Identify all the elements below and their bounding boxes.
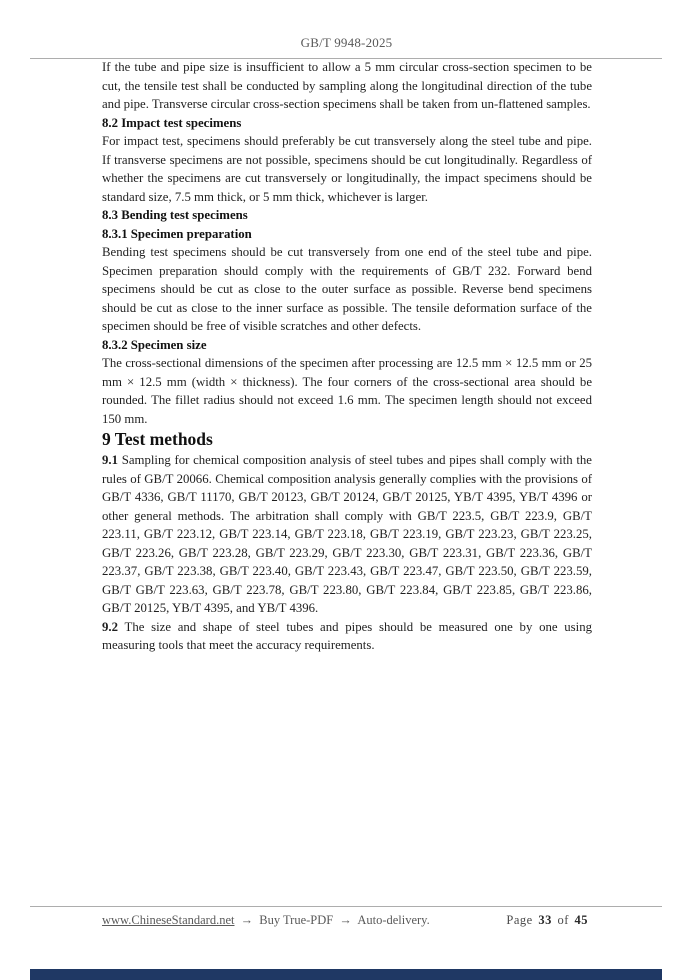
- clause-number-9-2: 9.2: [102, 619, 118, 634]
- doc-number: GB/T 9948-2025: [300, 35, 393, 50]
- bottom-accent-bar: [30, 969, 662, 980]
- paragraph-8-3-1: Bending test specimens should be cut transversely from one end of the steel tube and pipe. Specimen preparation should comply with the requirements of GB/T 232. Forward bend specimens should be cut as close to the outer surface as possible. Reverse bend specimens should be cut as close to the inner surface as possible. The tensile deformation surface of the specimen should be free of visible scratches and other defects.: [102, 245, 592, 333]
- page-footer: [102, 913, 590, 928]
- heading-8-3: 8.3 Bending test specimens: [102, 208, 248, 222]
- document-body: [102, 58, 592, 655]
- paragraph-intro: If the tube and pipe size is insufficient to allow a 5 mm circular cross-section specimen to be cut, the tensile test shall be conducted by sampling along the longitudinal direction of the tube and pipe. Transverse circular cross-section specimens shall be taken from un-flattened samples.: [102, 60, 592, 111]
- footer-delivery-text: Auto-delivery.: [357, 913, 430, 927]
- page-indicator: [506, 913, 590, 928]
- clause-number-9-1: 9.1: [102, 453, 118, 467]
- heading-8-3-1: 8.3.1 Specimen preparation: [102, 226, 252, 241]
- paragraph-8-3-2: The cross-sectional dimensions of the specimen after processing are 12.5 mm × 12.5 mm or 25 mm × 12.5 mm (width × thickness). The four corners of the cross-sectional area should be rounded. The fillet radius should not exceed 1.6 mm. The specimen length should not exceed 150 mm.: [102, 356, 592, 426]
- website-link[interactable]: www.ChineseStandard.net: [102, 913, 235, 927]
- paragraph-9-2-text: The size and shape of steel tubes and pipes should be measured one by one using measuring tools that meet the accuracy requirements.: [102, 619, 593, 652]
- heading-9: 9 Test methods: [102, 429, 213, 449]
- paragraph-9-2: [102, 618, 592, 655]
- footer-divider: [30, 906, 662, 907]
- footer-link-line: [102, 913, 430, 928]
- paragraph-9-1: [102, 451, 592, 618]
- of-label: of: [557, 913, 569, 927]
- page-label: Page: [506, 913, 533, 927]
- page-total: 45: [574, 913, 588, 927]
- heading-8-3-2: 8.3.2 Specimen size: [102, 337, 207, 352]
- heading-8-2: 8.2 Impact test specimens: [102, 115, 242, 130]
- arrow-icon: →: [240, 913, 254, 927]
- arrow-icon: →: [339, 913, 352, 927]
- paragraph-8-2: For impact test, specimens should preferably be cut transversely along the steel tube and pipe. If transverse specimens are not possible, specimens should be cut longitudinally. Regardless of whether the specimens are cut transversely or longitudinally, the impact specimens should be standard size, 7.5 mm thick, or 5 mm thick, whichever is larger.: [102, 134, 592, 204]
- paragraph-9-1-text: Sampling for chemical composition analysis of steel tubes and pipes shall comply with the rules of GB/T 20066. Chemical composition analysis generally complies with the provisions of GB/T 4336, GB/T 11170, GB/T 20123, GB/T 20124, GB/T 20125, YB/T 4395, YB/T 4396 or other general methods. The arbitration shall comply with GB/T 223.5, GB/T 223.9, GB/T 223.11, GB/T 223.12, GB/T 223.14, GB/T 223.18, GB/T 223.19, GB/T 223.23, GB/T 223.25, GB/T 223.26, GB/T 223.28, GB/T 223.29, GB/T 223.30, GB/T 223.31, GB/T 223.36, GB/T 223.37, GB/T 223.38, GB/T 223.40, GB/T 223.43, GB/T 223.47, GB/T 223.50, GB/T 223.59, GB/T GB/T 223.63, GB/T 223.78, GB/T 223.80, GB/T 223.84, GB/T 223.85, GB/T 223.86, GB/T 20125, YB/T 4395, and YB/T 4396.: [102, 453, 592, 615]
- page-header: [0, 35, 693, 51]
- footer-buy-text: Buy True-PDF: [259, 913, 334, 927]
- page-number: 33: [538, 913, 552, 927]
